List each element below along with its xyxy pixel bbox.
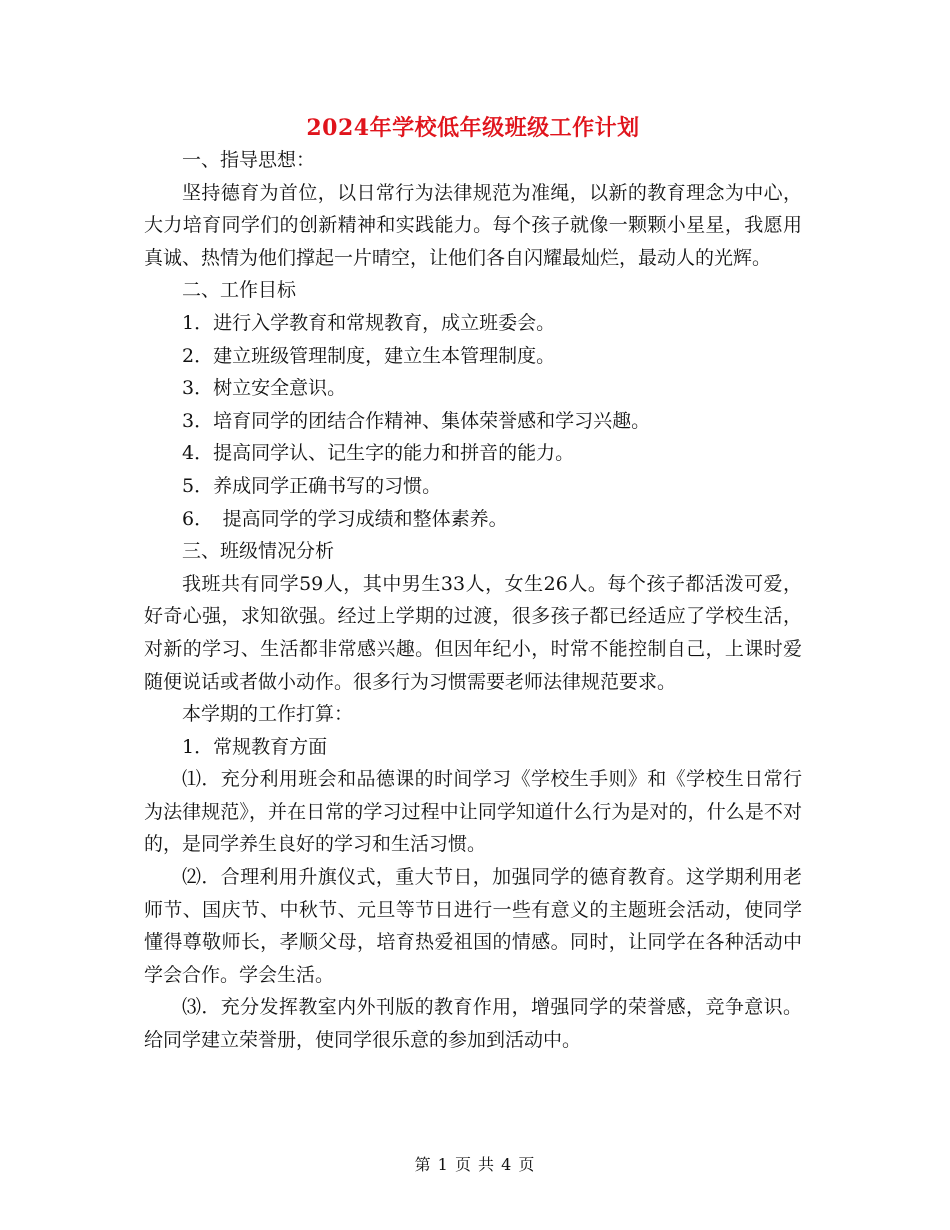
heading-guiding-thought: 一、指导思想： [182,149,316,171]
list-item: 3．树立安全意识。 [182,377,347,400]
page-footer: 第 1 页 共 4 页 [414,1155,536,1174]
list-item: 6． 提高同学的学习成绩和整体素养。 [182,507,508,530]
subheading-routine-education: 1．常规教育方面 [182,735,328,758]
list-item: 4．提高同学认、记生字的能力和拼音的能力。 [182,442,575,465]
document-body [144,144,802,1057]
paragraph: 坚持德育为首位，以日常行为法律规范为准绳，以新的教育理念为中心，大力培育同学们的创新精神和实践能力。每个孩子就像一颗颗小星星，我愿用真诚、热情为他们撑起一片晴空，让他们各自闪耀最灿烂，最动人的光辉。 [144,181,802,269]
heading-semester-plan: 本学期的工作打算： [182,703,354,726]
list-item: 5．养成同学正确书写的习惯。 [182,474,442,497]
list-item: 3．培育同学的团结合作精神、集体荣誉感和学习兴趣。 [182,409,651,432]
paragraph: 我班共有同学59人，其中男生33人，女生26人。每个孩子都活泼可爱，好奇心强，求知欲强。经过上学期的过渡，很多孩子都已经适应了学校生活，对新的学习、生活都非常感兴趣。但因年纪小，时常不能控制自己，上课时爱随便说话或者做小动作。很多行为习惯需要老师法律规范要求。 [144,572,802,693]
heading-class-analysis: 三、班级情况分析 [182,540,335,563]
list-item: 1．进行入学教育和常规教育，成立班委会。 [182,311,556,334]
list-item: 2．建立班级管理制度，建立生本管理制度。 [182,344,556,367]
document-title: 2024年学校低年级班级工作计划 [306,115,640,141]
paragraph: ⑵．合理利用升旗仪式，重大节日，加强同学的德育教育。这学期利用老师节、国庆节、中秋节、元旦等节日进行一些有意义的主题班会活动，使同学懂得尊敬师长，孝顺父母，培育热爱祖国的情感。同时，让同学在各种活动中学会合作。学会生活。 [144,866,802,986]
paragraph: ⑶．充分发挥教室内外刊版的教育作用，增强同学的荣誉感，竞争意识。给同学建立荣誉册，使同学很乐意的参加到活动中。 [144,996,802,1052]
paragraph: ⑴．充分利用班会和品德课的时间学习《学校生手则》和《学校生日常行为法律规范》，并在日常的学习过程中让同学知道什么行为是对的，什么是不对的，是同学养生良好的学习和生活习惯。 [144,768,802,856]
heading-work-goals: 二、工作目标 [182,279,297,302]
